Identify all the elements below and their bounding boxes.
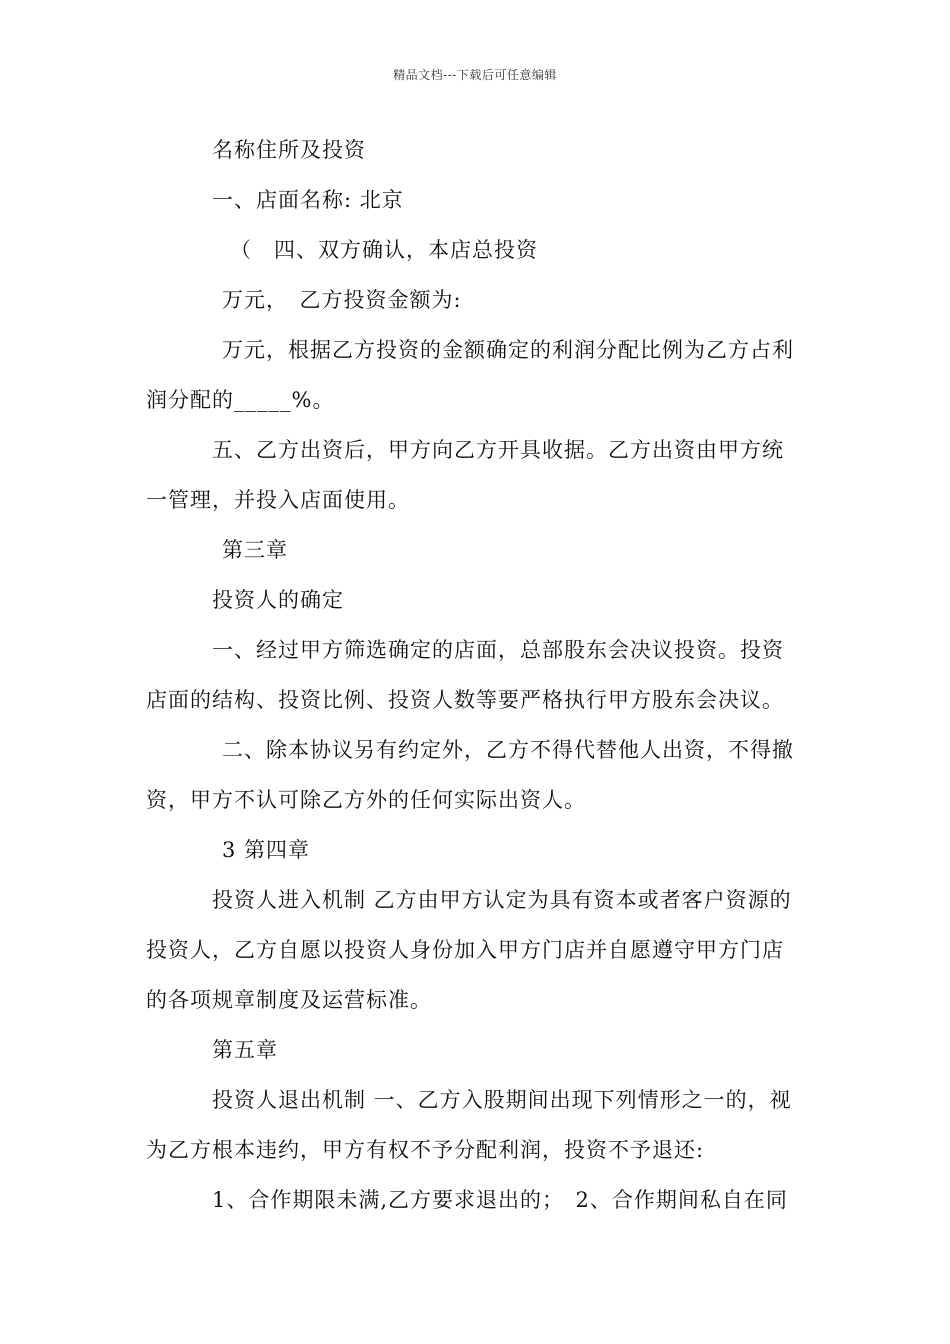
page-header: 精品文档---下载后可任意编辑 [393,68,557,82]
paragraph-line: 万元，根据乙方投资的金额确定的利润分配比例为乙方占利 [222,338,794,362]
paragraph-line: 万元， 乙方投资金额为: [222,288,462,312]
paragraph-line: 名称住所及投资 [212,138,366,162]
paragraph-line: 店面的结构、投资比例、投资人数等要严格执行甲方股东会决议。 [146,688,784,712]
paragraph-line: 一、店面名称: 北京 [212,188,404,212]
paragraph-line: 润分配的_____%。 [146,388,335,412]
section-heading: 投资人的确定 [212,588,344,612]
paragraph-line: 二、除本协议另有约定外，乙方不得代替他人出资，不得撤 [222,738,794,762]
paragraph-line: 的各项规章制度及运营标准。 [146,988,432,1012]
chapter-heading: 第五章 [212,1038,278,1062]
paragraph-line: 一、经过甲方筛选确定的店面，总部股东会决议投资。投资 [212,638,784,662]
chapter-heading: 3 第四章 [222,838,311,862]
chapter-heading: 第三章 [222,538,288,562]
paragraph-line: 投资人，乙方自愿以投资人身份加入甲方门店并自愿遵守甲方门店 [146,938,784,962]
paragraph-line: （ 四、双方确认，本店总投资 [230,238,538,262]
paragraph-line: 一管理，并投入店面使用。 [146,488,410,512]
paragraph-line: 资，甲方不认可除乙方外的任何实际出资人。 [146,788,586,812]
paragraph-line: 为乙方根本违约，甲方有权不予分配利润，投资不予退还: [146,1138,705,1162]
paragraph-line: 投资人进入机制 乙方由甲方认定为具有资本或者客户资源的 [212,888,792,912]
paragraph-line: 投资人退出机制 一、乙方入股期间出现下列情形之一的，视 [212,1088,792,1112]
paragraph-line: 五、乙方出资后，甲方向乙方开具收据。乙方出资由甲方统 [212,438,784,462]
paragraph-line: 1、合作期限未满,乙方要求退出的； 2、合作期间私自在同 [212,1188,788,1212]
